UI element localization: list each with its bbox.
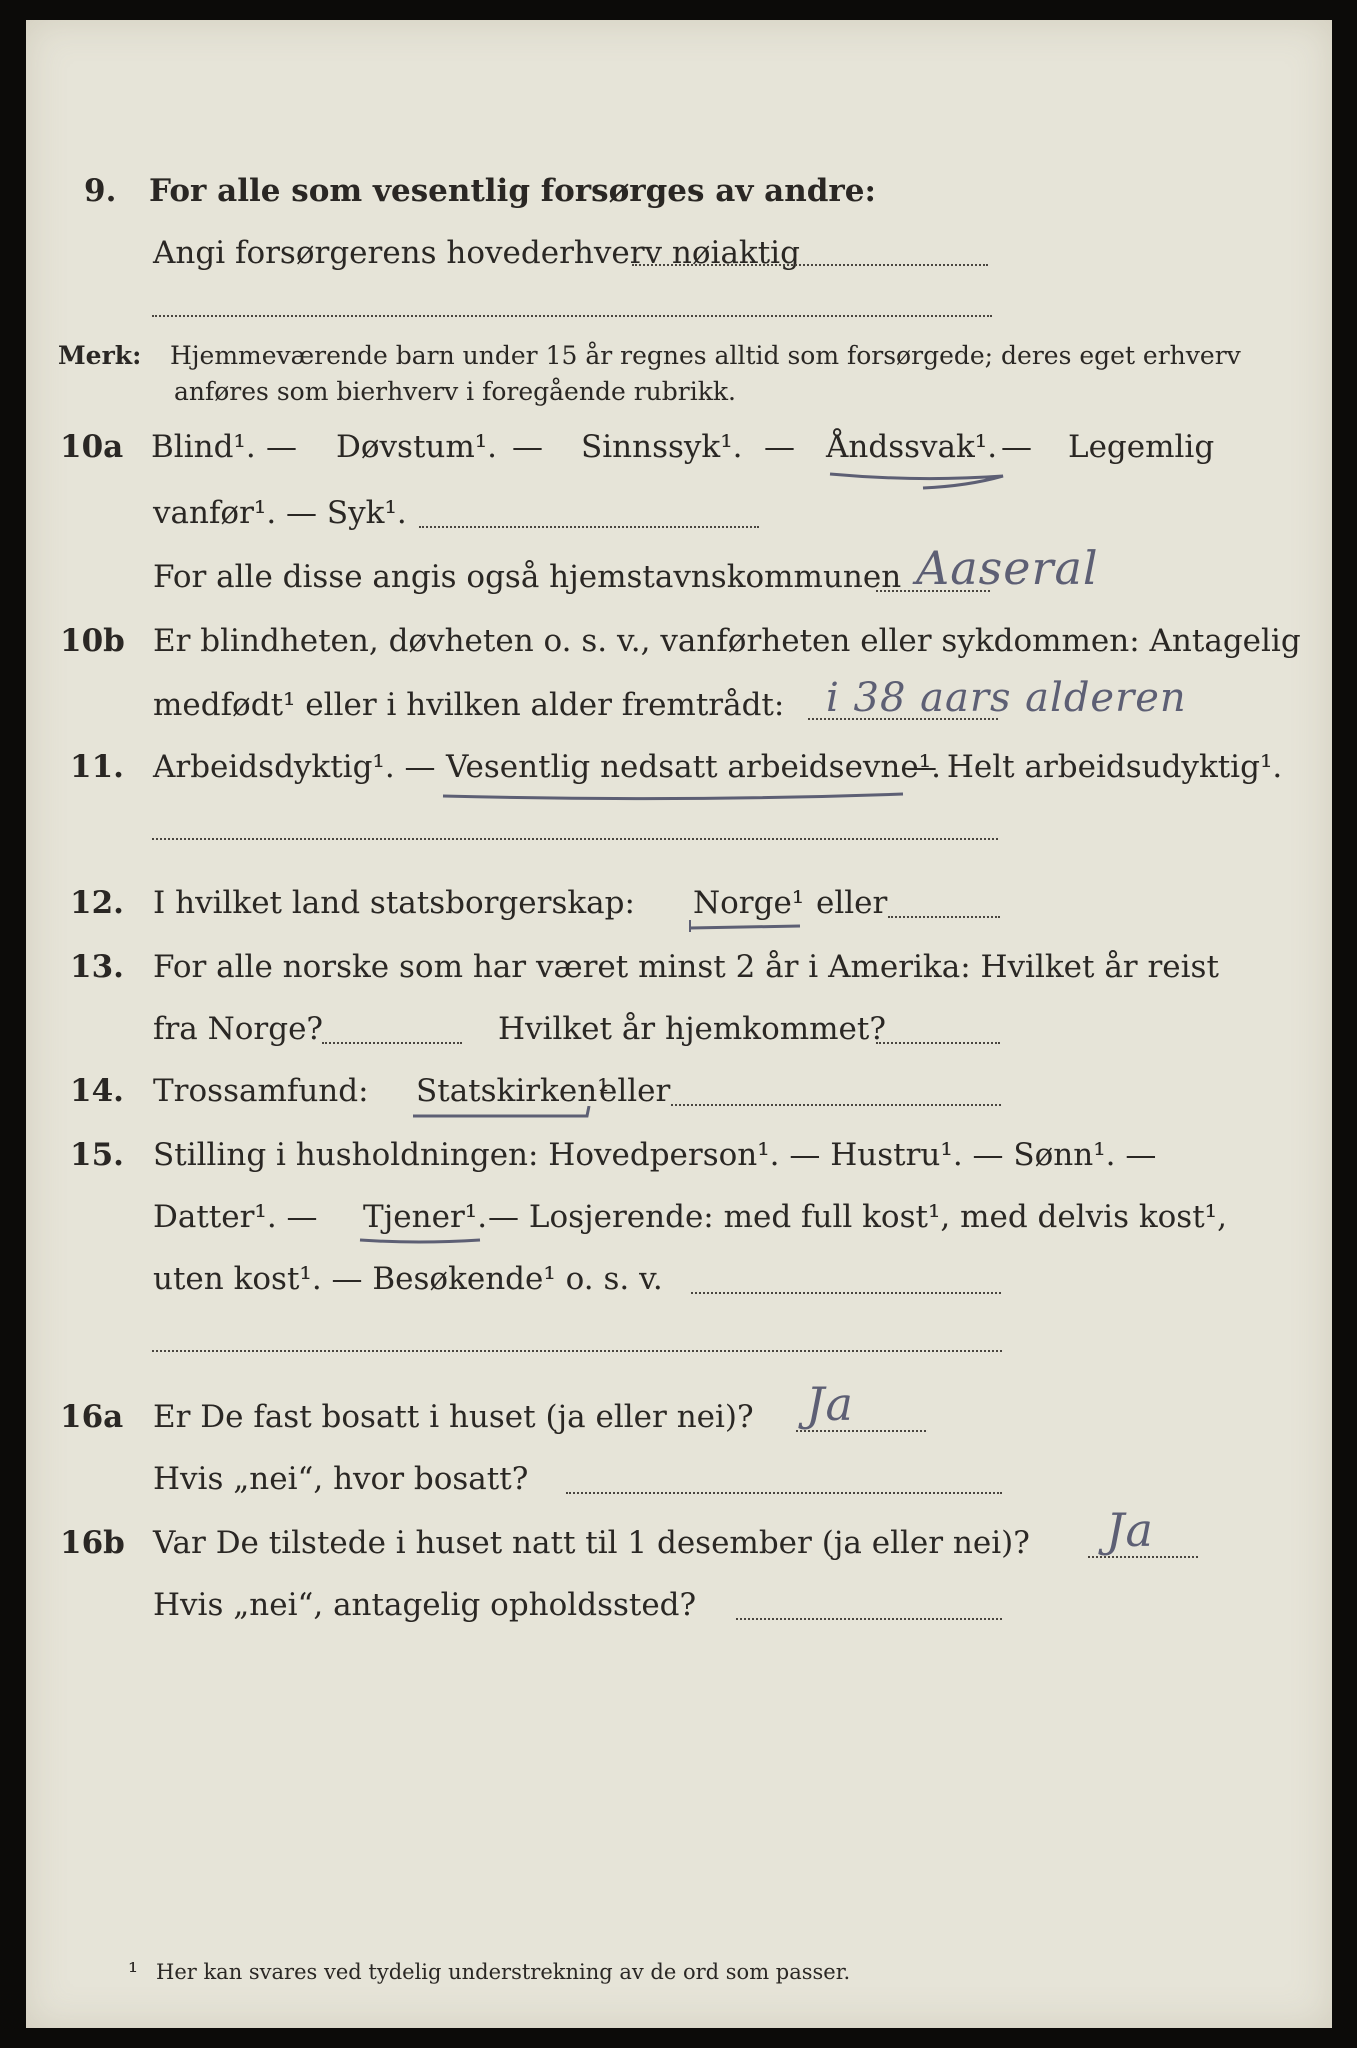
q9-heading: For alle som vesentlig forsørges av andre: bbox=[149, 173, 876, 209]
footnote-mark: ¹ bbox=[128, 1957, 139, 1986]
norge-underline-mark bbox=[688, 918, 808, 938]
q10b-text-1: Er blindheten, døvheten o. s. v., vanførheten eller sykdommen: Antagelig bbox=[153, 623, 1301, 659]
q15-text-1: Stilling i husholdningen: Hovedperson¹. — Hustru¹. — Sønn¹. — bbox=[153, 1137, 1157, 1173]
q13-reist-field[interactable] bbox=[322, 1042, 462, 1044]
q16b-number: 16b bbox=[60, 1525, 125, 1561]
q10b-row-1 bbox=[26, 618, 1332, 664]
q13-row-1 bbox=[26, 944, 1332, 990]
q15-number: 15. bbox=[70, 1137, 124, 1173]
q10a-dovstum[interactable]: Døvstum¹. bbox=[336, 429, 498, 465]
q15-row-3 bbox=[26, 1256, 1332, 1302]
q16b-opholdssted-field[interactable] bbox=[736, 1618, 1002, 1620]
q10a-dash-4: — bbox=[1001, 429, 1032, 465]
statskirken-underline-mark bbox=[411, 1106, 601, 1130]
q9-occupation-field[interactable] bbox=[632, 264, 988, 266]
q10a-sinnssyk[interactable]: Sinnssyk¹. bbox=[581, 429, 743, 465]
q16a-text-2: Hvis „nei“, hvor bosatt? bbox=[153, 1461, 529, 1497]
q15-row-2 bbox=[26, 1194, 1332, 1240]
q16b-text-2: Hvis „nei“, antagelig opholdssted? bbox=[153, 1587, 697, 1623]
q13-text-1: For alle norske som har været minst 2 år i Amerika: Hvilket år reist bbox=[153, 949, 1219, 985]
merk-row-1 bbox=[26, 338, 1332, 374]
q9-number: 9. bbox=[84, 173, 117, 209]
q10a-dash-3: — bbox=[764, 429, 795, 465]
q12-norge[interactable]: Norge¹ bbox=[693, 885, 805, 921]
q15-extra-line[interactable] bbox=[152, 1350, 1002, 1352]
q13-row-2 bbox=[26, 1006, 1332, 1052]
q10a-row-2 bbox=[26, 490, 1332, 536]
footnote-text: Her kan svares ved tydelig understrekning av de ord som passer. bbox=[156, 1960, 851, 1984]
q12-number: 12. bbox=[70, 885, 124, 921]
tjener-underline-mark bbox=[358, 1234, 488, 1254]
q12-text: I hvilket land statsborgerskap: bbox=[153, 885, 635, 921]
q15-row-1 bbox=[26, 1132, 1332, 1178]
q16a-number: 16a bbox=[60, 1399, 124, 1435]
q16b-row-1 bbox=[26, 1503, 1332, 1566]
q10a-andssvak[interactable]: Åndssvak¹. bbox=[826, 429, 998, 465]
q10a-hjemstavn-answer: Aaseral bbox=[916, 541, 1099, 595]
q10a-dash-2: — bbox=[512, 429, 543, 465]
q10b-number: 10b bbox=[60, 623, 125, 659]
q15-besokende-field[interactable] bbox=[691, 1292, 1001, 1294]
q14-label: Trossamfund: bbox=[153, 1073, 369, 1109]
q12-eller: eller bbox=[816, 885, 888, 921]
q10a-hjemstavn-label: For alle disse angis også hjemstavnskommunen bbox=[153, 559, 902, 595]
q16a-hvor-field[interactable] bbox=[566, 1492, 1002, 1494]
q14-eller: eller bbox=[599, 1073, 671, 1109]
q15-text-3: uten kost¹. — Besøkende¹ o. s. v. bbox=[153, 1261, 663, 1297]
q15-losjerende[interactable]: — Losjerende: med full kost¹, med delvis kost¹, bbox=[488, 1199, 1227, 1235]
q10a-row-3 bbox=[26, 541, 1332, 600]
q11-nedsatt[interactable]: Vesentlig nedsatt arbeidsevne¹. bbox=[446, 749, 942, 785]
q13-number: 13. bbox=[70, 949, 124, 985]
q16a-text-1: Er De fast bosatt i huset (ja eller nei)? bbox=[153, 1399, 754, 1435]
merk-text-2: anføres som bierhverv i foregående rubrikk. bbox=[174, 377, 736, 406]
q10b-text-2: medfødt¹ eller i hvilken alder fremtrådt: bbox=[153, 687, 785, 723]
q16a-answer: Ja bbox=[806, 1377, 854, 1431]
q11-row bbox=[26, 744, 1332, 790]
q13-hjemkommet-field[interactable] bbox=[876, 1042, 1000, 1044]
q16b-answer: Ja bbox=[1106, 1503, 1154, 1557]
q10a-blind[interactable]: Blind¹. bbox=[151, 429, 256, 465]
nedsatt-underline-mark bbox=[441, 788, 911, 808]
q11-udyktig[interactable]: — Helt arbeidsudyktig¹. bbox=[906, 749, 1283, 785]
q9-row-2 bbox=[26, 230, 1332, 276]
q16a-row-1 bbox=[26, 1377, 1332, 1440]
q10a-dash-1: — bbox=[266, 429, 297, 465]
q14-statskirken[interactable]: Statskirken¹ bbox=[416, 1073, 610, 1109]
q16b-row-2 bbox=[26, 1582, 1332, 1628]
q9-occupation-label: Angi forsørgerens hovederhverv nøiaktig bbox=[153, 235, 800, 271]
merk-row-2 bbox=[26, 374, 1332, 410]
q12-land-field[interactable] bbox=[888, 916, 1000, 918]
q9-extra-line[interactable] bbox=[152, 315, 992, 317]
q13-reist-label: fra Norge? bbox=[153, 1011, 324, 1047]
q10a-syk-field[interactable] bbox=[419, 526, 759, 528]
q16b-text-1: Var De tilstede i huset natt til 1 desember (ja eller nei)? bbox=[153, 1525, 1030, 1561]
q14-number: 14. bbox=[70, 1073, 124, 1109]
q15-tjener[interactable]: Tjener¹. bbox=[363, 1199, 488, 1235]
q10a-row-1 bbox=[26, 424, 1332, 470]
q11-number: 11. bbox=[70, 749, 124, 785]
merk-text-1: Hjemmeværende barn under 15 år regnes alltid som forsørgede; deres eget erhverv bbox=[170, 341, 1241, 370]
census-form-page bbox=[26, 20, 1332, 2028]
q11-arbeidsdyktig[interactable]: Arbeidsdyktig¹. — bbox=[153, 749, 436, 785]
footnote-row bbox=[26, 1954, 1332, 1990]
merk-label: Merk: bbox=[58, 341, 142, 370]
q15-datter[interactable]: Datter¹. — bbox=[153, 1199, 318, 1235]
andssvak-underline-mark bbox=[828, 468, 1008, 490]
q12-row bbox=[26, 880, 1332, 926]
q14-trossamfund-field[interactable] bbox=[671, 1104, 1001, 1106]
q13-hjemkommet-label: Hvilket år hjemkommet? bbox=[498, 1011, 886, 1047]
q10a-vanfor-syk[interactable]: vanfør¹. — Syk¹. bbox=[153, 495, 407, 531]
q10a-number: 10a bbox=[60, 429, 124, 465]
q14-row bbox=[26, 1068, 1332, 1114]
q9-row-1 bbox=[26, 168, 1332, 214]
q16a-row-2 bbox=[26, 1456, 1332, 1502]
q11-extra-line[interactable] bbox=[152, 838, 998, 840]
q10b-row-2 bbox=[26, 675, 1332, 728]
q10b-alder-answer: i 38 aars alderen bbox=[826, 675, 1187, 721]
q10a-legemlig[interactable]: Legemlig bbox=[1068, 429, 1215, 465]
